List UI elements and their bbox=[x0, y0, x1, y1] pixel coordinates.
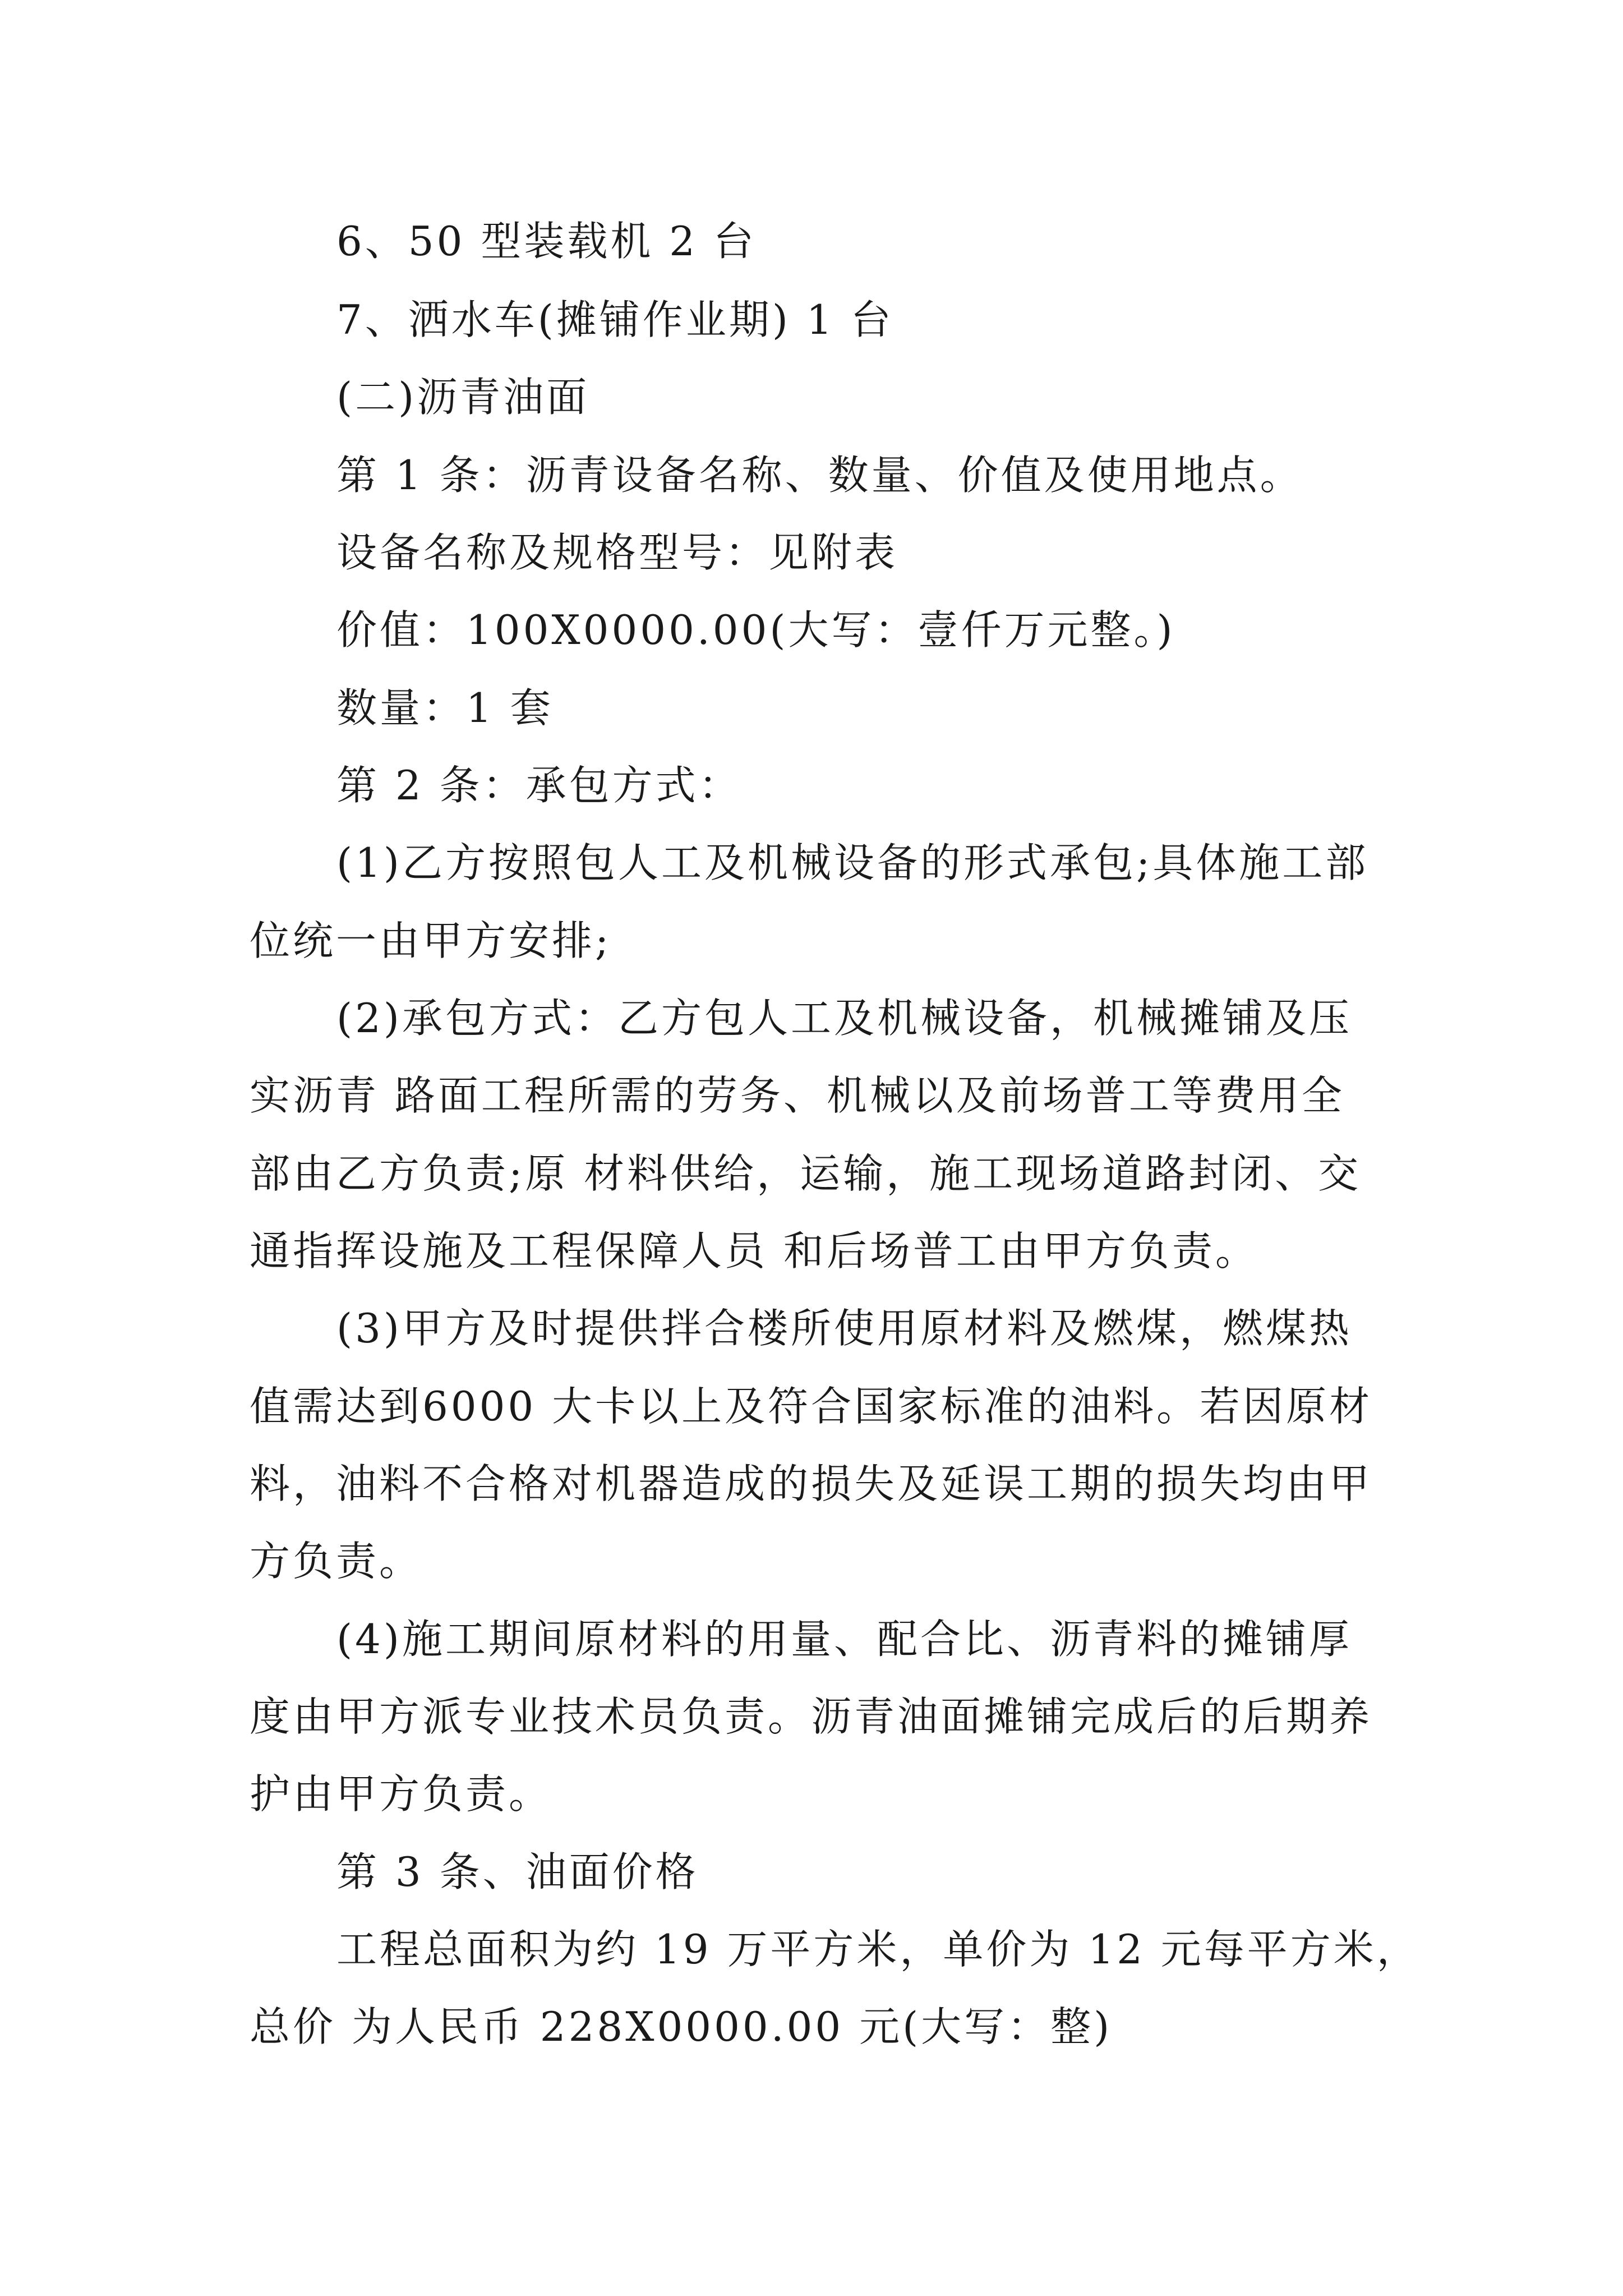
paragraph-line: 工程总面积为约 19 万平方米，单价为 12 元每平方米， bbox=[336, 1926, 1420, 1973]
article-heading: 第 1 条：沥青设备名称、数量、价值及使用地点。 bbox=[336, 452, 1303, 499]
text-line: 价值：100X0000.00(大写：壹仟万元整。) bbox=[336, 606, 1175, 654]
text-line: 数量：1 套 bbox=[336, 684, 554, 731]
article-heading: 第 2 条：承包方式： bbox=[336, 762, 742, 809]
paragraph-line: 料，油料不合格对机器造成的损失及延误工期的损失均由甲 bbox=[250, 1460, 1373, 1507]
paragraph-line: (3)甲方及时提供拌合楼所使用原材料及燃煤，燃煤热 bbox=[336, 1305, 1352, 1352]
paragraph-line: (4)施工期间原材料的用量、配合比、沥青料的摊铺厚 bbox=[336, 1616, 1352, 1663]
paragraph-line: (1)乙方按照包人工及机械设备的形式承包;具体施工部 bbox=[336, 839, 1369, 886]
paragraph-line: 度由甲方派专业技术员负责。沥青油面摊铺完成后的后期养 bbox=[250, 1693, 1373, 1740]
section-heading: (二)沥青油面 bbox=[336, 374, 590, 421]
paragraph-line: 护由甲方负责。 bbox=[250, 1770, 552, 1818]
text-line: 7、洒水车(摊铺作业期) 1 台 bbox=[336, 296, 894, 343]
article-heading: 第 3 条、油面价格 bbox=[336, 1848, 699, 1895]
paragraph-line: 实沥青 路面工程所需的劳务、机械以及前场普工等费用全 bbox=[250, 1072, 1345, 1119]
paragraph-line: (2)承包方式：乙方包人工及机械设备，机械摊铺及压 bbox=[336, 995, 1352, 1042]
paragraph-line: 方负责。 bbox=[250, 1538, 423, 1585]
text-line: 设备名称及规格型号：见附表 bbox=[336, 529, 898, 576]
text-line: 6、50 型装载机 2 台 bbox=[336, 218, 757, 265]
paragraph-line: 部由乙方负责;原 材料供给，运输，施工现场道路封闭、交 bbox=[250, 1150, 1362, 1197]
paragraph-line: 通指挥设施及工程保障人员 和后场普工由甲方负责。 bbox=[250, 1227, 1258, 1274]
paragraph-line: 值需达到6000 大卡以上及符合国家标准的油料。若因原材 bbox=[250, 1383, 1373, 1430]
paragraph-line: 总价 为人民币 228X0000.00 元(大写：整) bbox=[250, 2003, 1113, 2050]
paragraph-line: 位统一由甲方安排; bbox=[250, 917, 612, 964]
